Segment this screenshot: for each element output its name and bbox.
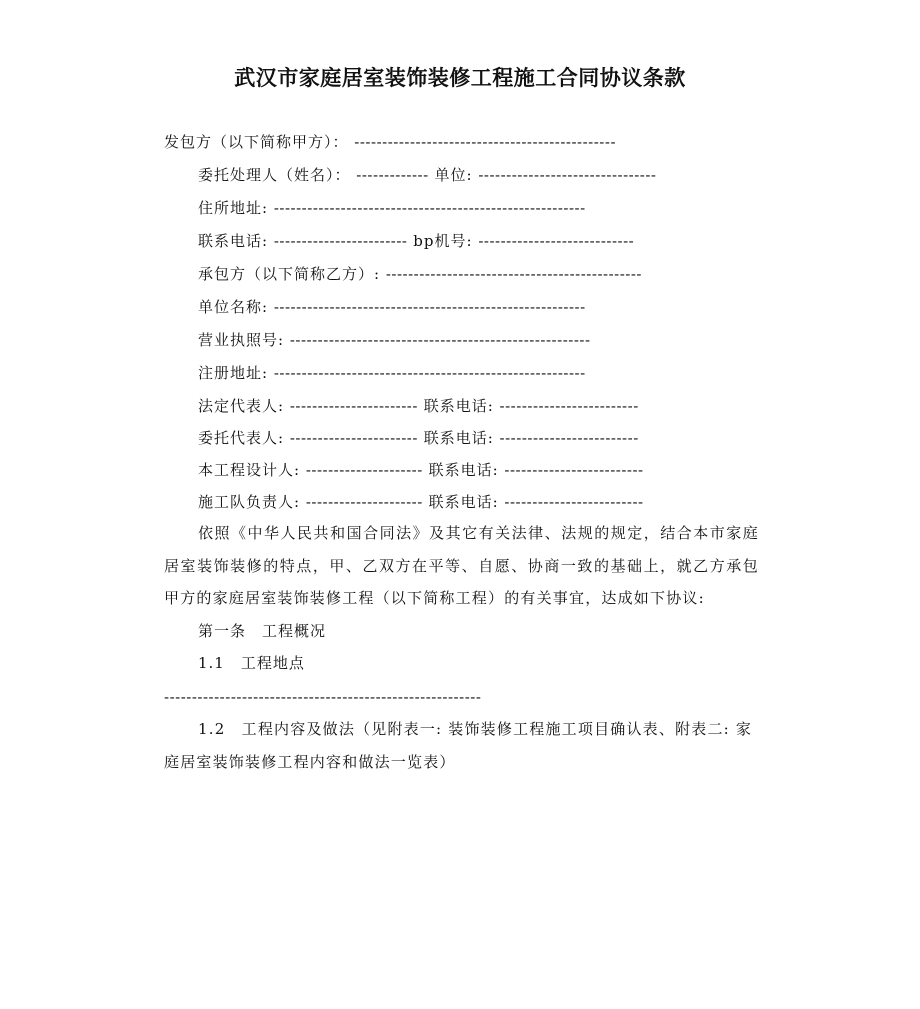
unit-name-row: [198, 295, 758, 319]
auth-rep-phone-blank[interactable]: -------------------------: [499, 429, 639, 447]
legal-rep-phone-blank[interactable]: -------------------------: [499, 397, 639, 415]
agent-unit-blank[interactable]: --------------------------------: [478, 166, 657, 184]
party-a-blank[interactable]: -----------------------------------------------: [354, 133, 617, 151]
unit-name-blank[interactable]: --------------------------------------------------------: [273, 298, 586, 316]
address-row: [198, 196, 758, 220]
auth-rep-row: [198, 426, 758, 450]
designer-blank[interactable]: ---------------------: [305, 461, 423, 479]
reg-address-row: [198, 361, 758, 385]
team-lead-phone-label: 联系电话:: [428, 493, 499, 511]
designer-phone-label: 联系电话:: [428, 461, 499, 479]
article-1-heading: 第一条 工程概况: [198, 622, 327, 640]
auth-rep-phone-label: 联系电话:: [423, 429, 494, 447]
unit-name-label: 单位名称:: [198, 298, 269, 316]
auth-rep-label: 委托代表人:: [198, 429, 285, 447]
team-lead-label: 施工队负责人:: [198, 493, 301, 511]
legal-rep-phone-label: 联系电话:: [423, 397, 494, 415]
phone-blank[interactable]: ------------------------: [273, 232, 408, 250]
agent-name-label: 委托处理人（姓名）：: [198, 166, 351, 184]
address-blank[interactable]: --------------------------------------------------------: [273, 199, 586, 217]
team-lead-phone-blank[interactable]: -------------------------: [504, 493, 644, 511]
pager-blank[interactable]: ----------------------------: [478, 232, 635, 250]
reg-address-label: 注册地址:: [198, 364, 269, 382]
item-1-1-blank[interactable]: ---------------------------------------------------------: [164, 688, 482, 706]
agent-name-blank[interactable]: -------------: [356, 166, 429, 184]
agent-row: [198, 163, 758, 187]
legal-rep-blank[interactable]: -----------------------: [289, 397, 418, 415]
team-lead-row: [198, 490, 758, 514]
address-label: 住所地址:: [198, 199, 269, 217]
party-a-label: 发包方（以下简称甲方）：: [164, 133, 349, 151]
agent-unit-label: 单位:: [434, 166, 473, 184]
license-label: 营业执照号:: [198, 331, 285, 349]
phone-label: 联系电话:: [198, 232, 269, 250]
legal-rep-label: 法定代表人:: [198, 397, 285, 415]
legal-rep-row: [198, 394, 758, 418]
party-b-row: [198, 262, 758, 286]
reg-address-blank[interactable]: --------------------------------------------------------: [273, 364, 586, 382]
team-lead-blank[interactable]: ---------------------: [305, 493, 423, 511]
auth-rep-blank[interactable]: -----------------------: [289, 429, 418, 447]
license-row: [198, 328, 758, 352]
pager-label: bp机号:: [413, 232, 473, 250]
party-b-blank[interactable]: ----------------------------------------------: [385, 265, 642, 283]
item-1-2-paragraph: 1.2 工程内容及做法（见附表一: 装饰装修工程施工项目确认表、附表二: 家庭居室装饰装修工程内容和做法一览表）: [164, 720, 753, 771]
license-blank[interactable]: ------------------------------------------------------: [289, 331, 591, 349]
preamble-paragraph: 依照《中华人民共和国合同法》及其它有关法律、法规的规定，结合本市家庭居室装饰装修的特点，甲、乙双方在平等、自愿、协商一致的基础上，就乙方承包甲方的家庭居室装饰装修工程（以下简称工程）的有关事宜，达成如下协议:: [164, 524, 759, 607]
party-b-label: 承包方（以下简称乙方）:: [198, 265, 381, 283]
party-a-row: [164, 130, 764, 154]
item-1-1-heading: 1.1 工程地点: [198, 654, 305, 672]
designer-label: 本工程设计人:: [198, 461, 301, 479]
document-title: 武汉市家庭居室装饰装修工程施工合同协议条款: [234, 66, 686, 90]
designer-row: [198, 458, 758, 482]
designer-phone-blank[interactable]: -------------------------: [504, 461, 644, 479]
phone-row: [198, 229, 758, 253]
